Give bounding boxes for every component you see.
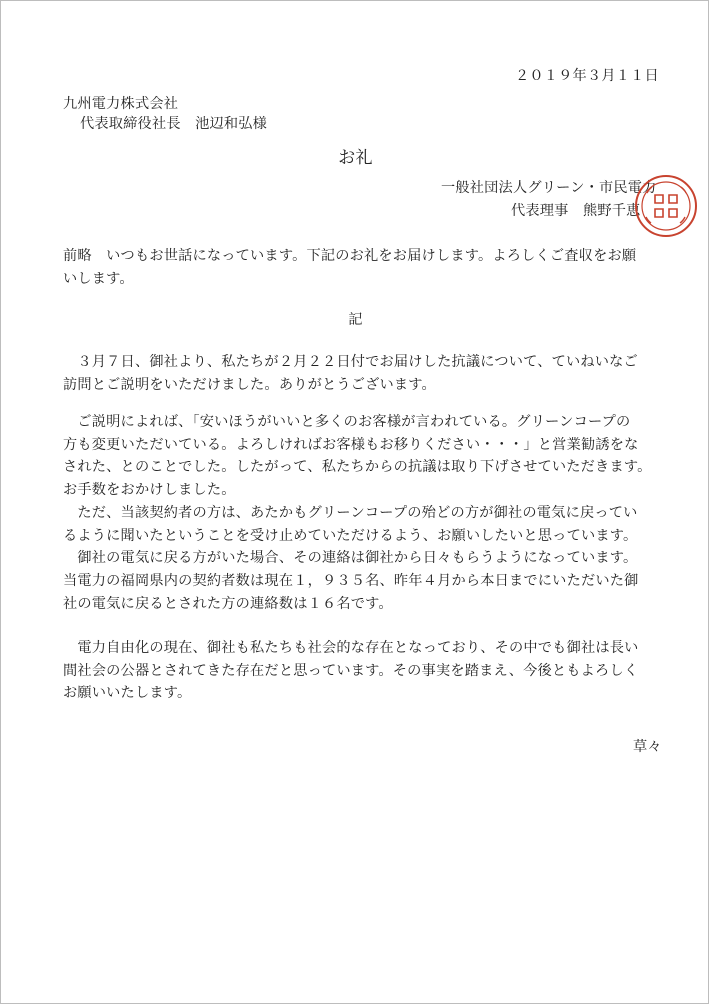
red-seal-stamp — [633, 173, 699, 239]
ki-heading: 記 — [348, 312, 363, 328]
paragraph-visit-thanks — [63, 351, 679, 396]
paragraph-line: ただ、当該契約者の方は、あたかもグリーンコープの殆どの方が御社の電気に戻ってい — [63, 504, 638, 521]
closing-word: 草々 — [633, 739, 662, 755]
paragraph-line: 方も変更いただいている。よろしければお客様もお移りください・・・」と営業勧誘をな — [63, 436, 639, 453]
recipient-name: 代表取締役社長 池辺和弘様 — [80, 116, 268, 132]
letter-title: お礼 — [338, 148, 373, 168]
paragraph-closing-remarks — [63, 637, 679, 705]
paragraph-line: るように聞いたということを受け止めていただけるよう、お願いしたいと思っています。 — [63, 527, 638, 544]
paragraph-line: お願いいたします。 — [63, 685, 192, 702]
letter-date: ２０１９年３月１１日 — [515, 68, 659, 84]
sender-name: 代表理事 熊野千恵 — [511, 203, 641, 219]
paragraph-line: 社の電気に戻るとされた方の連絡数は１６名です。 — [63, 595, 393, 612]
paragraph-line: 当電力の福岡県内の契約者数は現在１，９３５名、昨年４月から本日までにいただいた御 — [63, 572, 639, 589]
paragraph-explanation — [63, 411, 679, 615]
paragraph-line: ３月７日、御社より、私たちが２月２２日付でお届けした抗議について、ていねいなご — [63, 354, 638, 370]
recipient-company: 九州電力株式会社 — [63, 96, 179, 112]
paragraph-line: 訪問とご説明をいただけました。ありがとうございます。 — [63, 376, 436, 393]
intro-line: 前略 いつもお世話になっています。下記のお礼をお届けします。よろしくご査収をお願 — [63, 248, 637, 264]
intro-paragraph — [63, 245, 679, 290]
paragraph-line: ご説明によれば、「安いほうがいいと多くのお客様が言われている。グリーンコープの — [63, 414, 631, 430]
intro-line: いします。 — [63, 270, 134, 287]
paragraph-line: された、とのことでした。したがって、私たちからの抗議は取り下げさせていただきます。 — [63, 459, 652, 476]
paragraph-line: 間社会の公器とされてきた存在だと思っています。その事実を踏まえ、今後ともよろしく — [63, 662, 639, 679]
paragraph-line: 電力自由化の現在、御社も私たちも社会的な存在となっており、その中でも御社は長い — [63, 640, 639, 656]
paragraph-line: お手数をおかけしました。 — [63, 482, 236, 499]
sender-organization: 一般社団法人グリーン・市民電力 — [441, 180, 657, 196]
paragraph-line: 御社の電気に戻る方がいた場合、その連絡は御社から日々もらうようになっています。 — [63, 550, 638, 567]
